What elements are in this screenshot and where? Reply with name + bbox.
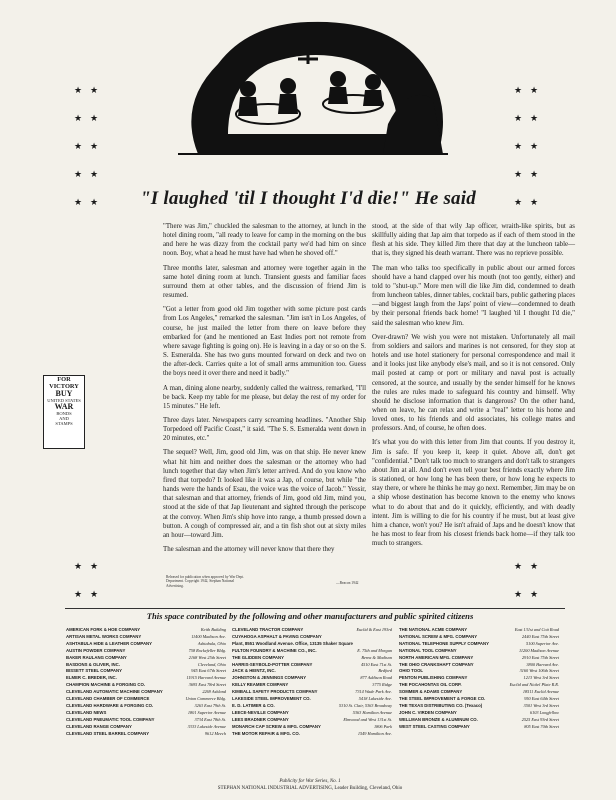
company-row [66,717,226,724]
company-address: 3263 East 79th St. [194,702,226,708]
company-row [66,662,226,669]
company-address: 1549 Hamilton Ave. [357,730,392,736]
company-address: Keith Building [200,627,226,632]
company-name: THE GLIDDEN COMPANY [232,654,284,660]
company-name: NATIONAL TOOL COMPANY [399,647,457,653]
contributors-column-2 [232,627,392,738]
footer-series: Publicity for War Series, No. 1 [279,779,341,784]
paragraph: Three months later, salesman and attorney were together again in the same hotel dining room at lunch. Transient guests and familiar faces surround them at other tables, and the discussion of friend Jim is resumed. [163,264,366,300]
company-address: 11200 Madison Avenue [519,647,559,653]
company-row [66,668,226,675]
company-address: Cleveland, Ohio [197,661,226,667]
company-row [399,634,559,641]
company-row [232,627,392,634]
company-address: Berea & Madison [361,654,392,660]
company-row [232,682,392,689]
paragraph: The salesman and the attorney will never know that there they [163,546,335,553]
company-name: FULTON FOUNDRY & MACHINE CO., INC. [232,647,317,653]
company-name: THE STEEL IMPROVEMENT & FORGE CO. [399,696,486,702]
company-address: 18511 Euclid Avenue [522,689,559,695]
company-name: AUSTIN POWDER COMPANY [66,647,126,653]
paragraph: A man, dining alone nearby, suddenly called the waitress, remarked, "I'll be back. Keep my table for me please, but delay the rest of my order for 15 minutes." He left. [163,384,366,410]
poster-stamps: STAMPS [55,421,73,426]
company-row [232,634,392,641]
company-address: 3160 West 106th Street [519,668,559,674]
company-row [66,682,226,689]
company-row [232,703,392,710]
company-row [232,724,392,731]
company-name: ELMER C. BREDER, INC. [66,675,117,681]
company-name: LAKESIDE STEEL IMPROVEMENT CO. [232,696,311,702]
company-row [399,717,559,724]
company-name: CUYAHOGA ASPHALT & PAVING COMPANY [232,633,322,639]
company-name: BISSETT STEEL COMPANY [66,668,122,674]
contributors-column-1 [66,627,226,738]
company-address: 1806 Park [373,723,392,729]
company-address: Bedford [378,668,392,674]
contributors-column-3 [399,627,559,731]
company-name: LEES BRADNER COMPANY [232,716,289,722]
company-row [232,710,392,717]
company-address: 5363 Hamilton Avenue [352,709,392,715]
war-bonds-poster [43,375,85,449]
poster-war: WAR [54,402,74,411]
company-name: WELLMAN BRONZE & ALUMINUM CO. [399,716,478,722]
company-address: 877 Addison Road [360,675,392,681]
company-row [399,682,559,689]
paragraph: stood, at the side of that wily Jap officer, wraith-like spirits, but as skillfully aiding that Jap aim that torpedo as if each of them stood in the flesh at his side. They killed Jim there that day at the luncheon table—that is, they signed his death warrant. There was no reprieve possible. [372,223,575,258]
company-name: CHAMPION MACHINE & FORGING CO. [66,682,146,688]
company-row [399,655,559,662]
company-row [399,703,559,710]
company-name: CLEVELAND CHAMBER OF COMMERCE [66,696,150,702]
company-address: 805 East 70th Street [524,723,559,729]
company-address: 2525 East 93rd Street [521,716,559,722]
company-row [399,710,559,717]
company-name: Plant, 8551 Woodland Avenue. Office, 13135 Shaker Square [232,640,353,646]
company-address: 4510 East 71st St. [360,661,392,667]
company-address: 2168 West 25th Street [188,654,226,660]
company-address: 3734 East 78th St. [194,716,226,722]
company-name: CLEVELAND NEWS [66,709,107,715]
company-row [399,648,559,655]
company-name: AMERICAN FORK & HOE COMPANY [66,627,141,632]
company-address: 2269 Ashland [202,689,226,695]
company-row [66,703,226,710]
company-name: THE NATIONAL ACME COMPANY [399,627,468,632]
company-row [232,641,392,648]
company-name: CLEVELAND AUTOMATIC MACHINE COMPANY [66,689,163,695]
company-address: 1801 Superior Avenue [187,709,226,715]
article-signature: —Beacon 1942 [336,581,359,585]
company-row [66,627,226,634]
company-name: NORTH AMERICAN MFG. COMPANY [399,654,474,660]
company-name: NATIONAL SCREW & MFG. COMPANY [399,633,478,639]
company-row [232,648,392,655]
company-row [399,724,559,731]
company-name: JOHN C. VIRDEN COMPANY [399,709,457,715]
divider [65,608,565,609]
company-row [66,634,226,641]
company-name: THE MOTOR REPAIR & MFG. CO. [232,730,300,736]
company-name: BASDONS & OLIVER, INC. [66,661,120,667]
company-row [232,717,392,724]
company-row [232,731,392,738]
company-row [66,724,226,731]
poster-title: FOR VICTORY [49,376,79,390]
company-name: ARTISAN METAL WORKS COMPANY [66,633,142,639]
article-column-right [372,222,575,553]
company-name: E. D. LATIMER & CO. [232,702,275,708]
company-name: THE POCAHONTAS OIL CORP. [399,682,462,688]
company-address: 3501 West 3rd Street [523,702,559,708]
poster-bonds: BONDS [56,411,72,416]
company-address: E. 75th and Morgan [357,647,392,653]
company-address: 2910 East 75th Street [522,654,559,660]
company-name: JOHNSTON & JENNINGS COMPANY [232,675,307,681]
poster-us: UNITED STATES [47,398,81,403]
company-address: 945 East 67th Street [191,668,226,674]
company-name: CLEVELAND TRACTOR COMPANY [232,627,304,632]
company-row [399,662,559,669]
company-row [399,689,559,696]
company-name: CLEVELAND RANGE COMPANY [66,723,132,729]
company-row [66,675,226,682]
company-address: 9612 Meech [204,730,226,736]
company-address: 11915 Harvard Avenue [186,675,226,681]
company-row [66,689,226,696]
company-name: SOMMER & ADAMS COMPANY [399,689,463,695]
company-name: MONARCH CAP SCREW & MFG. COMPANY [232,723,321,729]
company-row [66,731,226,738]
company-row [232,689,392,696]
company-address: Euclid & East 193rd [356,627,392,632]
company-address: Ashtabula, Ohio [197,640,226,646]
company-row [66,655,226,662]
company-name: LEECE-NEVILLE COMPANY [232,709,289,715]
footer-publisher: STEPHAN NATIONAL INDUSTRIAL ADVERTISING, Leader Building, Cleveland, Ohio [217,786,403,791]
company-name: HARRIS-SEYBOLD-POTTER COMPANY [232,661,313,667]
company-row [399,641,559,648]
company-name: WEST STEEL CASTING COMPANY [399,723,470,729]
poster-and: AND [59,416,69,421]
company-row [399,668,559,675]
paragraph: Over-drawn? We wish you were not mistaken. Unfortunately all mail from soldiers and sailors and marines is not censored, for they stop at hotels and use hotel stationery for personal correspondence and mail it and it looks just like anybody else's mail, and so it is not censored. Only mail posted at camp or port or military and naval post is actually censored, at the source, and usually by the sender himself for he knows the rules are rules made to safeguard his country and himself. Why should he disclose information that is dangerous? On the other hand, when on leave, he can relax and write a "real" letter to his home and loved ones, to his friends and old associates, his college mates and professors. And, of course, he often does. [372,333,575,433]
company-address: Elmwood and West 131st St. [343,716,392,722]
company-address: Euclid and Nickel Plate R.R. [509,682,559,688]
release-credit: Released for publication when approved by War Dept. Department. Copyright 1942, Stephan National Advertising. [166,575,245,588]
company-address: 2440 East 75th Street [522,633,559,639]
company-address: 950 East 64th Street [524,696,559,702]
company-row [399,627,559,634]
company-name: PENTON PUBLISHING COMPANY [399,675,468,681]
company-address: East 131st and Coit Road [514,627,559,632]
company-address: 7314 Wade Park Ave. [355,689,392,695]
company-address: 5418 Lakeside Ave. [358,696,392,702]
company-name: OHIO TOOL [399,668,424,674]
company-address: 3775 Ridge [372,682,392,688]
paragraph: Three days later. Newspapers carry screaming headlines. "Another Ship Torpedoed off Pacific Coast," it said. "The S. S. Esmeralda went down in 20 minutes, etc." [163,416,366,443]
paragraph: The sequel? Well, Jim, good old Jim, was on that ship. He never knew what hit him and neither does the salesman or the attorney who had lunch together that day when Jim's letter arrived. And do you know who fired that torpedo? It looked like it was a Jap, of course, but while "the hands were the hands of Esau, the voice was the voice of Jacob." Yessir, that salesman and that attorney, friends of Jim, good old Jim, mind you, stood at the side of that Jap lieutenant and sighted through the periscope at the convoy. When Jim's ship hove into range, a thumb pressed down a button. A cough of compressed air, and a tin fish shot out at sixty miles an hour—toward Jim. [163,449,366,539]
company-address: 1213 West 3rd Street [523,675,559,681]
company-address: 758 Rockefeller Bldg. [188,647,226,653]
company-row [66,648,226,655]
article-column-left [163,222,366,559]
company-name: KIMBALL SAFETY PRODUCTS COMPANY [232,689,318,695]
company-name: ASHTABULA HIDE & LEATHER COMPANY [66,640,153,646]
company-row [399,675,559,682]
company-row [66,641,226,648]
company-name: NATIONAL TELEPHONE SUPPLY COMPANY [399,640,490,646]
company-row [232,668,392,675]
decorative-stars-left: ★ ★ ★ ★ ★ ★ ★ ★ ★ ★ [74,85,99,207]
contributors-line: This space contributed by the following and other manufacturers and public spirited citizens [146,611,474,621]
company-address: 3333 Lakeside Avenue [187,723,226,729]
poster-buy: BUY [55,389,73,398]
company-address: 6103 Longfellow [529,709,559,715]
company-address: 3695 East 78rd Street [188,682,226,688]
decorative-stars-right: ★ ★ ★ ★ ★ ★ ★ ★ ★ ★ ★ ★ ★ ★ [514,85,539,599]
company-row [232,662,392,669]
paragraph: The man who talks too specifically in public about our armed forces should have a hand clapped over his mouth (not too gently, either) and told to "shut-up." More men will die like Jim did, condemned to death from luncheon tables, dinner tables, cocktail bars, public gathering places—and biggest laugh from the Japs' point of view—condemned to death by their personal friends back home! "I laughed 'til I thought I'd die," said the salesman who knew Jim. [372,264,575,327]
company-name: KELLY REAMER COMPANY [232,682,289,688]
footer [62,778,558,792]
company-address: 3800 Harvard Ave. [526,661,559,667]
company-address: 5310 St. Clair, 5363 Broadway [338,702,392,708]
company-row [66,696,226,703]
company-name: CLEVELAND STEEL BARREL COMPANY [66,730,150,736]
company-name: THE TEXAS DISTRIBUTING CO. (Texaco) [399,702,483,708]
company-address: Union Commerce Bldg. [185,696,226,702]
paragraph: "Got a letter from good old Jim together with some picture post cards from Los Angeles," remarked the salesman. "Jim isn't in Los Angeles, of course, he just mailed the letter from there on leave before they embarked for (and he mentioned an East Indies port not remote from where savage fighting is going on). He is leaving in a day or so on the S. S. Esmeralda. She has two guns mounted forward on deck and two on the after-deck. Carries quite a lot of small arms ammunition too. Guess the boys need it over there and need it badly." [163,306,366,378]
company-name: BAKER RAULANG COMPANY [66,654,127,660]
decorative-stars-bottom-left: ★ ★ ★ ★ [74,561,99,599]
company-row [66,710,226,717]
paragraph: "There was Jim," chuckled the salesman to the attorney, at lunch in the hotel dining room, "all ready to leave for camp in the morning on the bus and here he was dizzy from the cocktail party we'd had him on since noon. Boy, what a head he must have had when he shoved off." [163,223,366,258]
company-row [399,696,559,703]
company-row [232,655,392,662]
company-address: 11400 Madison Ave. [191,633,226,639]
company-address: 5100 Superior Ave. [526,640,559,646]
company-name: CLEVELAND HARDWARE & FORGING CO. [66,702,154,708]
company-row [232,675,392,682]
paragraph: It's what you do with this letter from Jim that counts. If you destroy it, Jim is safe. If you keep it, keep it quiet. Above all, don't get "confidential." Don't talk too much to strangers and don't talk to strangers about Jim at all. And don't even tell your best friends exactly where Jim is stationed, or how long he has been there, or how long he expects to stay there, or where he thinks he may go next. Remember, Jim may be on a ship whose destination has become known to the enemy who knows what to do about that and do it quickly, efficiently, and with deadly intent. Jim is willing to die for his country if he must, but at least give him a chance, won't you? He isn't afraid of Japs and he doesn't know that he has most to fear from his closest friends back home—if they talk too much to strangers. [372,439,575,548]
dining-room-illustration [158,4,458,172]
company-name: JACK & HEINTZ, INC. [232,668,276,674]
company-name: THE OHIO CRANKSHAFT COMPANY [399,661,474,667]
company-name: CLEVELAND PNEUMATIC TOOL COMPANY [66,716,155,722]
headline: "I laughed 'til I thought I'd die!" He said [140,188,476,209]
company-row [232,696,392,703]
